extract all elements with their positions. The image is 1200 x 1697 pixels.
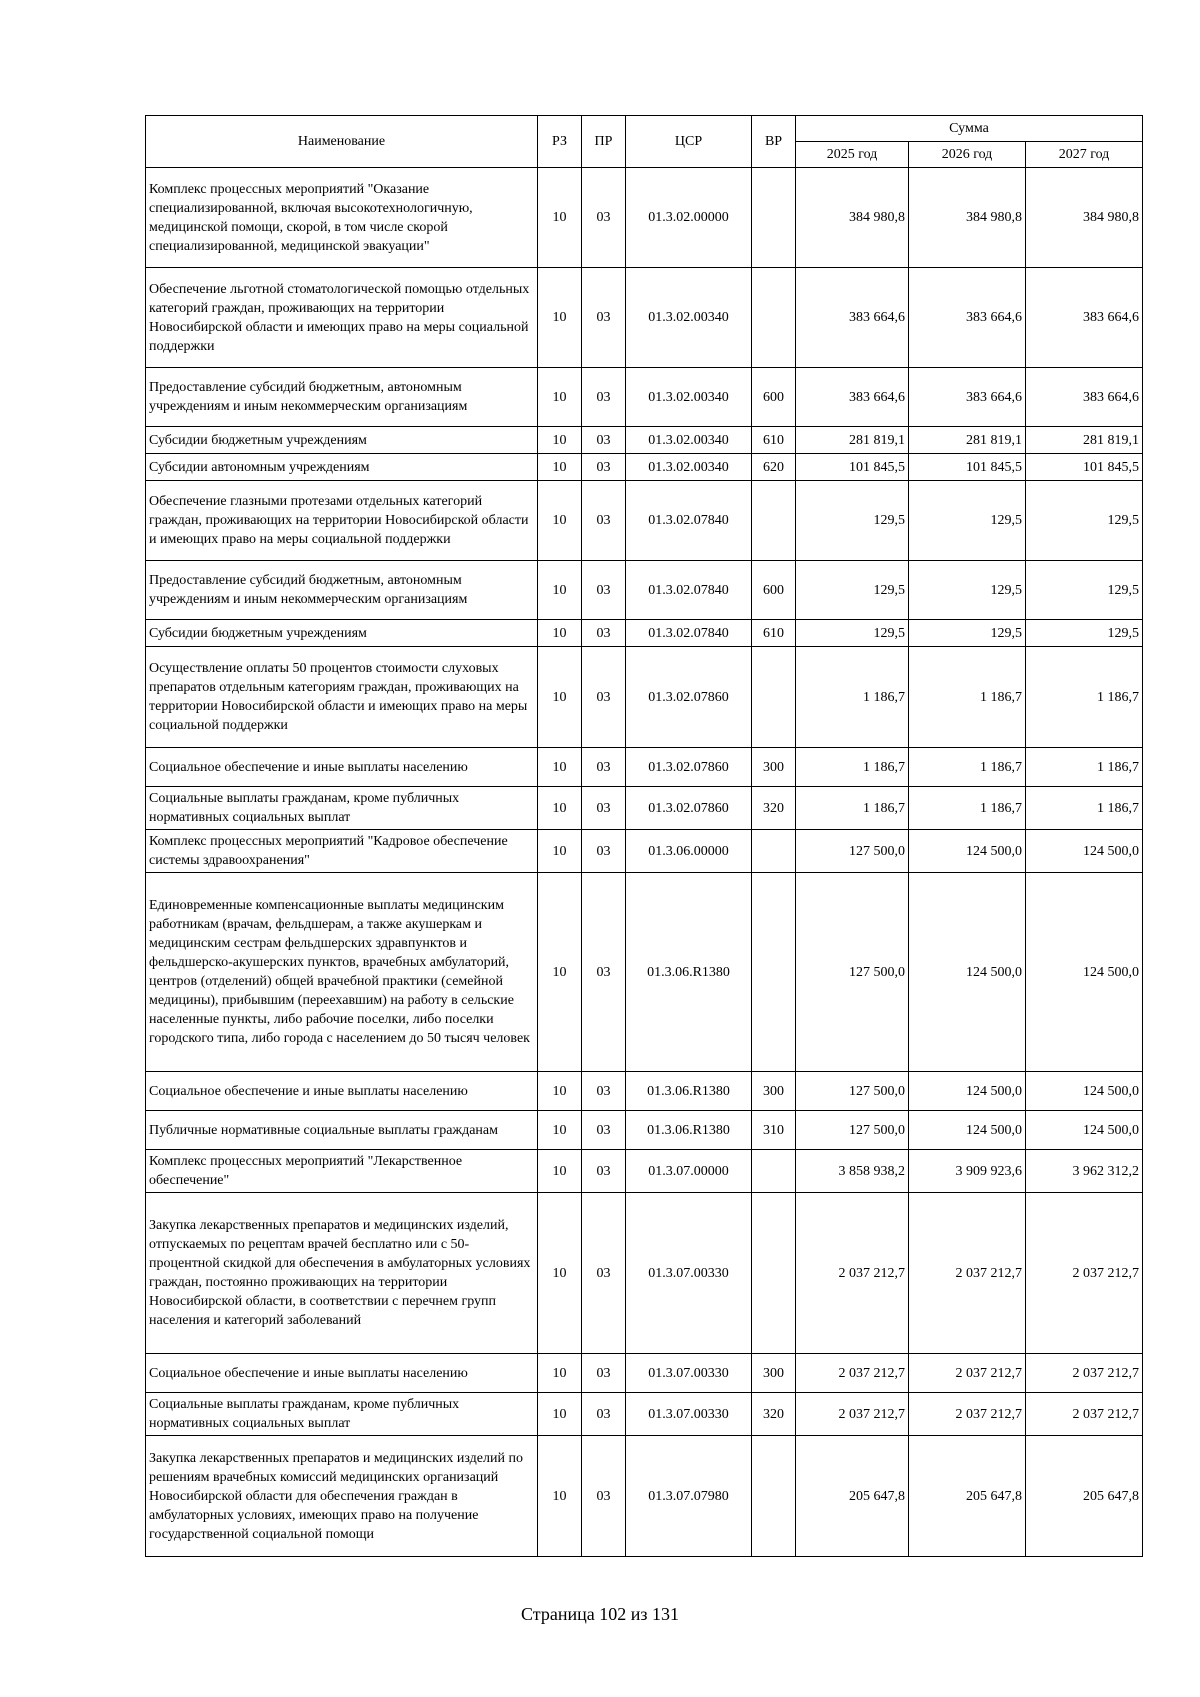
cell-vr: 320	[752, 787, 796, 830]
table-row	[146, 1354, 1143, 1393]
cell-name: Предоставление субсидий бюджетным, автономным учреждениям и иным некоммерческим организациям	[146, 561, 538, 620]
table-row	[146, 748, 1143, 787]
cell-name: Комплекс процессных мероприятий "Лекарственное обеспечение"	[146, 1150, 538, 1193]
cell-sum-2026: 124 500,0	[909, 1072, 1026, 1111]
table-row	[146, 1150, 1143, 1193]
cell-sum-2025: 127 500,0	[796, 1111, 909, 1150]
cell-sum-2025: 2 037 212,7	[796, 1354, 909, 1393]
cell-sum-2027: 384 980,8	[1026, 168, 1143, 268]
cell-sum-2026: 1 186,7	[909, 647, 1026, 748]
cell-name: Публичные нормативные социальные выплаты гражданам	[146, 1111, 538, 1150]
cell-sum-2027: 129,5	[1026, 481, 1143, 561]
cell-sum-2027: 124 500,0	[1026, 1072, 1143, 1111]
cell-vr	[752, 830, 796, 873]
cell-sum-2026: 383 664,6	[909, 368, 1026, 427]
cell-sum-2025: 129,5	[796, 620, 909, 647]
cell-vr: 300	[752, 1072, 796, 1111]
cell-name: Социальные выплаты гражданам, кроме публичных нормативных социальных выплат	[146, 787, 538, 830]
cell-name: Закупка лекарственных препаратов и медицинских изделий по решениям врачебных комиссий медицинских организаций Новосибирской области для обеспечения граждан в амбулаторных условиях, имеющих право на получение государственной социальной помощи	[146, 1436, 538, 1557]
cell-vr	[752, 268, 796, 368]
cell-sum-2025: 1 186,7	[796, 787, 909, 830]
cell-sum-2027: 205 647,8	[1026, 1436, 1143, 1557]
cell-vr	[752, 1150, 796, 1193]
cell-rz: 10	[538, 427, 582, 454]
cell-vr: 320	[752, 1393, 796, 1436]
header-name: Наименование	[146, 116, 538, 168]
header-rz: РЗ	[538, 116, 582, 168]
cell-sum-2025: 2 037 212,7	[796, 1193, 909, 1354]
cell-name: Комплекс процессных мероприятий "Кадровое обеспечение системы здравоохранения"	[146, 830, 538, 873]
table-header	[146, 116, 1143, 168]
budget-table	[145, 115, 1143, 1557]
table-row	[146, 1111, 1143, 1150]
cell-sum-2027: 124 500,0	[1026, 1111, 1143, 1150]
cell-sum-2027: 129,5	[1026, 620, 1143, 647]
cell-pr: 03	[582, 427, 626, 454]
cell-csr: 01.3.02.07840	[626, 481, 752, 561]
cell-sum-2025: 127 500,0	[796, 873, 909, 1072]
cell-vr: 620	[752, 454, 796, 481]
cell-csr: 01.3.07.00330	[626, 1193, 752, 1354]
cell-rz: 10	[538, 830, 582, 873]
cell-sum-2026: 2 037 212,7	[909, 1393, 1026, 1436]
cell-rz: 10	[538, 1111, 582, 1150]
cell-sum-2026: 205 647,8	[909, 1436, 1026, 1557]
cell-vr: 600	[752, 561, 796, 620]
cell-vr	[752, 647, 796, 748]
header-pr: ПР	[582, 116, 626, 168]
cell-csr: 01.3.02.00340	[626, 368, 752, 427]
cell-sum-2025: 3 858 938,2	[796, 1150, 909, 1193]
cell-sum-2026: 2 037 212,7	[909, 1354, 1026, 1393]
cell-pr: 03	[582, 368, 626, 427]
cell-name: Социальное обеспечение и иные выплаты населению	[146, 1072, 538, 1111]
cell-pr: 03	[582, 830, 626, 873]
cell-vr: 300	[752, 1354, 796, 1393]
cell-sum-2025: 205 647,8	[796, 1436, 909, 1557]
cell-sum-2025: 101 845,5	[796, 454, 909, 481]
cell-sum-2025: 2 037 212,7	[796, 1393, 909, 1436]
cell-csr: 01.3.06.R1380	[626, 1111, 752, 1150]
cell-sum-2027: 383 664,6	[1026, 268, 1143, 368]
cell-name: Осуществление оплаты 50 процентов стоимости слуховых препаратов отдельным категориям граждан, проживающих на территории Новосибирской области и имеющих право на меры социальной поддержки	[146, 647, 538, 748]
cell-name: Субсидии автономным учреждениям	[146, 454, 538, 481]
table-row	[146, 1072, 1143, 1111]
cell-vr	[752, 481, 796, 561]
table-row	[146, 873, 1143, 1072]
cell-sum-2026: 124 500,0	[909, 1111, 1026, 1150]
table-body	[146, 168, 1143, 1557]
cell-vr: 610	[752, 427, 796, 454]
cell-sum-2027: 383 664,6	[1026, 368, 1143, 427]
table-row	[146, 830, 1143, 873]
cell-rz: 10	[538, 1436, 582, 1557]
cell-rz: 10	[538, 787, 582, 830]
cell-sum-2027: 2 037 212,7	[1026, 1354, 1143, 1393]
cell-sum-2025: 383 664,6	[796, 268, 909, 368]
cell-sum-2026: 2 037 212,7	[909, 1193, 1026, 1354]
cell-pr: 03	[582, 748, 626, 787]
cell-sum-2026: 383 664,6	[909, 268, 1026, 368]
cell-rz: 10	[538, 1150, 582, 1193]
cell-vr: 300	[752, 748, 796, 787]
cell-name: Предоставление субсидий бюджетным, автономным учреждениям и иным некоммерческим организациям	[146, 368, 538, 427]
cell-pr: 03	[582, 620, 626, 647]
cell-rz: 10	[538, 1072, 582, 1111]
cell-sum-2027: 124 500,0	[1026, 830, 1143, 873]
cell-sum-2027: 129,5	[1026, 561, 1143, 620]
cell-name: Закупка лекарственных препаратов и медицинских изделий, отпускаемых по рецептам врачей бесплатно или с 50-процентной скидкой для обеспечения в амбулаторных условиях граждан, постоянно проживающих на территории Новосибирской области, в соответствии с перечнем групп населения и категорий заболеваний	[146, 1193, 538, 1354]
cell-name: Социальное обеспечение и иные выплаты населению	[146, 1354, 538, 1393]
cell-rz: 10	[538, 620, 582, 647]
table-row	[146, 268, 1143, 368]
cell-rz: 10	[538, 873, 582, 1072]
cell-sum-2027: 2 037 212,7	[1026, 1193, 1143, 1354]
cell-sum-2027: 1 186,7	[1026, 748, 1143, 787]
cell-vr: 600	[752, 368, 796, 427]
cell-name: Социальное обеспечение и иные выплаты населению	[146, 748, 538, 787]
cell-pr: 03	[582, 168, 626, 268]
cell-csr: 01.3.02.07860	[626, 647, 752, 748]
table-row	[146, 647, 1143, 748]
cell-rz: 10	[538, 561, 582, 620]
cell-sum-2026: 3 909 923,6	[909, 1150, 1026, 1193]
table-row	[146, 168, 1143, 268]
cell-csr: 01.3.02.07840	[626, 620, 752, 647]
cell-pr: 03	[582, 561, 626, 620]
cell-vr	[752, 1193, 796, 1354]
cell-rz: 10	[538, 647, 582, 748]
header-2025: 2025 год	[796, 142, 909, 168]
table-row	[146, 368, 1143, 427]
cell-rz: 10	[538, 481, 582, 561]
table-row	[146, 787, 1143, 830]
table-row	[146, 454, 1143, 481]
table-row	[146, 620, 1143, 647]
header-2027: 2027 год	[1026, 142, 1143, 168]
header-vr: ВР	[752, 116, 796, 168]
cell-sum-2026: 129,5	[909, 561, 1026, 620]
cell-vr: 310	[752, 1111, 796, 1150]
cell-sum-2026: 1 186,7	[909, 787, 1026, 830]
cell-sum-2026: 124 500,0	[909, 830, 1026, 873]
cell-rz: 10	[538, 1193, 582, 1354]
header-csr: ЦСР	[626, 116, 752, 168]
cell-sum-2025: 1 186,7	[796, 748, 909, 787]
cell-sum-2027: 124 500,0	[1026, 873, 1143, 1072]
cell-sum-2026: 129,5	[909, 481, 1026, 561]
cell-pr: 03	[582, 1072, 626, 1111]
cell-rz: 10	[538, 168, 582, 268]
cell-csr: 01.3.07.00330	[626, 1393, 752, 1436]
cell-pr: 03	[582, 454, 626, 481]
cell-name: Обеспечение льготной стоматологической помощью отдельных категорий граждан, проживающих на территории Новосибирской области и имеющих право на меры социальной поддержки	[146, 268, 538, 368]
cell-sum-2026: 129,5	[909, 620, 1026, 647]
cell-pr: 03	[582, 873, 626, 1072]
cell-csr: 01.3.07.07980	[626, 1436, 752, 1557]
cell-csr: 01.3.02.07860	[626, 787, 752, 830]
cell-name: Субсидии бюджетным учреждениям	[146, 620, 538, 647]
cell-name: Обеспечение глазными протезами отдельных категорий граждан, проживающих на территории Новосибирской области и имеющих право на меры социальной поддержки	[146, 481, 538, 561]
header-2026: 2026 год	[909, 142, 1026, 168]
cell-sum-2027: 1 186,7	[1026, 647, 1143, 748]
cell-sum-2025: 1 186,7	[796, 647, 909, 748]
cell-rz: 10	[538, 748, 582, 787]
cell-csr: 01.3.02.07860	[626, 748, 752, 787]
cell-csr: 01.3.02.00340	[626, 427, 752, 454]
table-row	[146, 1436, 1143, 1557]
cell-vr	[752, 1436, 796, 1557]
cell-sum-2026: 384 980,8	[909, 168, 1026, 268]
cell-csr: 01.3.06.R1380	[626, 873, 752, 1072]
cell-csr: 01.3.07.00330	[626, 1354, 752, 1393]
cell-pr: 03	[582, 1436, 626, 1557]
table-row	[146, 1393, 1143, 1436]
cell-sum-2026: 281 819,1	[909, 427, 1026, 454]
cell-sum-2025: 127 500,0	[796, 1072, 909, 1111]
cell-sum-2027: 101 845,5	[1026, 454, 1143, 481]
cell-pr: 03	[582, 481, 626, 561]
table-row	[146, 561, 1143, 620]
cell-rz: 10	[538, 454, 582, 481]
table-row	[146, 1193, 1143, 1354]
cell-sum-2027: 3 962 312,2	[1026, 1150, 1143, 1193]
cell-sum-2025: 281 819,1	[796, 427, 909, 454]
cell-rz: 10	[538, 1393, 582, 1436]
cell-sum-2027: 1 186,7	[1026, 787, 1143, 830]
header-sum: Сумма	[796, 116, 1143, 142]
cell-sum-2025: 384 980,8	[796, 168, 909, 268]
page-number: Страница 102 из 131	[521, 1604, 679, 1624]
cell-pr: 03	[582, 647, 626, 748]
cell-name: Комплекс процессных мероприятий "Оказание специализированной, включая высокотехнологичную, медицинской помощи, скорой, в том числе скорой специализированной, медицинской эвакуации"	[146, 168, 538, 268]
cell-rz: 10	[538, 268, 582, 368]
cell-rz: 10	[538, 1354, 582, 1393]
cell-name: Социальные выплаты гражданам, кроме публичных нормативных социальных выплат	[146, 1393, 538, 1436]
cell-csr: 01.3.02.07840	[626, 561, 752, 620]
table-row	[146, 427, 1143, 454]
cell-name: Единовременные компенсационные выплаты медицинским работникам (врачам, фельдшерам, а также акушеркам и медицинским сестрам фельдшерских здравпунктов и фельдшерско-акушерских пунктов, врачебных амбулаторий, центров (отделений) общей врачебной практики (семейной медицины), прибывшим (переехавшим) на работу в сельские населенные пункты, либо рабочие поселки, либо поселки городского типа, либо города с населением до 50 тысяч человек	[146, 873, 538, 1072]
cell-sum-2027: 281 819,1	[1026, 427, 1143, 454]
cell-pr: 03	[582, 1111, 626, 1150]
cell-pr: 03	[582, 1354, 626, 1393]
cell-sum-2026: 101 845,5	[909, 454, 1026, 481]
cell-csr: 01.3.02.00340	[626, 454, 752, 481]
cell-pr: 03	[582, 1150, 626, 1193]
cell-sum-2027: 2 037 212,7	[1026, 1393, 1143, 1436]
cell-pr: 03	[582, 1193, 626, 1354]
cell-sum-2026: 1 186,7	[909, 748, 1026, 787]
cell-vr	[752, 168, 796, 268]
cell-sum-2025: 129,5	[796, 561, 909, 620]
cell-sum-2025: 383 664,6	[796, 368, 909, 427]
cell-csr: 01.3.06.00000	[626, 830, 752, 873]
cell-pr: 03	[582, 787, 626, 830]
cell-sum-2026: 124 500,0	[909, 873, 1026, 1072]
cell-name: Субсидии бюджетным учреждениям	[146, 427, 538, 454]
cell-rz: 10	[538, 368, 582, 427]
cell-csr: 01.3.07.00000	[626, 1150, 752, 1193]
cell-csr: 01.3.06.R1380	[626, 1072, 752, 1111]
cell-vr	[752, 873, 796, 1072]
table-row	[146, 481, 1143, 561]
cell-csr: 01.3.02.00000	[626, 168, 752, 268]
cell-sum-2025: 129,5	[796, 481, 909, 561]
cell-pr: 03	[582, 268, 626, 368]
cell-csr: 01.3.02.00340	[626, 268, 752, 368]
cell-sum-2025: 127 500,0	[796, 830, 909, 873]
cell-pr: 03	[582, 1393, 626, 1436]
cell-vr: 610	[752, 620, 796, 647]
